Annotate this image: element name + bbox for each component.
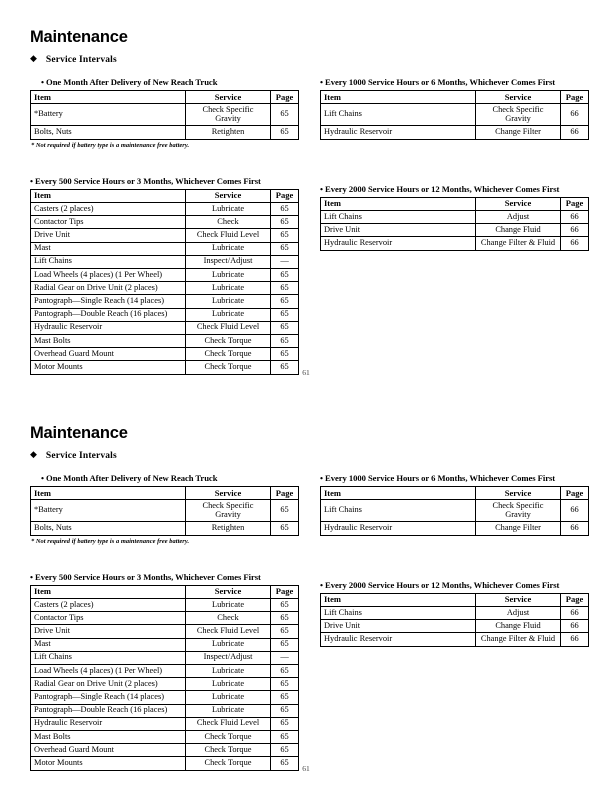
table-row [31, 282, 299, 295]
table-row [31, 104, 299, 126]
cell-page: 65 [271, 308, 299, 321]
table-row [321, 500, 589, 522]
cell-item: Load Wheels (4 places) (1 Per Wheel) [31, 665, 186, 678]
table-row [31, 335, 299, 348]
section-heading-service-intervals [30, 55, 586, 65]
right-column [320, 77, 586, 250]
table-title-every-1000: • Every 1000 Service Hours or 6 Months, Whichever Comes First [320, 473, 556, 484]
table-title-one-month: • One Month After Delivery of New Reach Truck [41, 77, 218, 88]
block-every-2000 [320, 184, 586, 251]
cell-item: *Battery [31, 104, 186, 126]
cell-service: Check Torque [186, 335, 271, 348]
table-title-every-1000: • Every 1000 Service Hours or 6 Months, Whichever Comes First [320, 77, 556, 88]
col-header-page: Page [561, 91, 589, 104]
diamond-bullet-icon: ◆ [30, 53, 37, 64]
cell-service: Retighten [186, 522, 271, 535]
col-header-item: Item [31, 91, 186, 104]
table-row [31, 216, 299, 229]
table-title-one-month: • One Month After Delivery of New Reach Truck [41, 473, 218, 484]
cell-page: 65 [271, 216, 299, 229]
cell-service: Lubricate [186, 242, 271, 255]
cell-service: Check Torque [186, 757, 271, 770]
cell-item: Mast Bolts [31, 731, 186, 744]
table-row [31, 295, 299, 308]
table-every-2000 [320, 593, 589, 647]
col-header-item: Item [321, 197, 476, 210]
cell-service: Lubricate [186, 665, 271, 678]
cell-page: 65 [271, 598, 299, 611]
cell-item: Bolts, Nuts [31, 522, 186, 535]
cell-item: Pantograph—Double Reach (16 places) [31, 704, 186, 717]
cell-page: 65 [271, 500, 299, 522]
col-header-page: Page [271, 487, 299, 500]
block-every-1000 [320, 77, 586, 140]
cell-service: Lubricate [186, 704, 271, 717]
cell-service: Lubricate [186, 282, 271, 295]
table-one-month [30, 486, 299, 536]
col-header-item: Item [31, 487, 186, 500]
table-every-500 [30, 189, 299, 375]
block-every-1000 [320, 473, 586, 536]
cell-page: 65 [271, 282, 299, 295]
col-header-item: Item [31, 585, 186, 598]
table-header-row [321, 593, 589, 606]
cell-service: Check Specific Gravity [476, 500, 561, 522]
table-title-every-2000: • Every 2000 Service Hours or 12 Months, Whichever Comes First [320, 183, 560, 194]
left-column [30, 473, 298, 770]
cell-service: Check Fluid Level [186, 321, 271, 334]
col-header-service: Service [476, 487, 561, 500]
col-header-page: Page [271, 91, 299, 104]
cell-service: Check Fluid Level [186, 625, 271, 638]
table-row [31, 500, 299, 522]
table-row [31, 638, 299, 651]
cell-service: Check Fluid Level [186, 717, 271, 730]
cell-service: Change Filter [476, 522, 561, 535]
page-content-bottom [30, 424, 586, 768]
cell-item: Drive Unit [31, 625, 186, 638]
col-header-item: Item [321, 487, 476, 500]
cell-page: 65 [271, 612, 299, 625]
cell-item: Pantograph—Single Reach (14 places) [31, 295, 186, 308]
cell-service: Change Fluid [476, 620, 561, 633]
cell-service: Adjust [476, 606, 561, 619]
block-every-500 [30, 572, 298, 771]
table-row [321, 210, 589, 223]
cell-item: Hydraulic Reservoir [321, 237, 476, 250]
table-row [321, 224, 589, 237]
cell-page: 66 [561, 620, 589, 633]
cell-page: 65 [271, 638, 299, 651]
page-title: Maintenance [30, 424, 128, 442]
table-row [31, 348, 299, 361]
cell-service: Check Torque [186, 731, 271, 744]
cell-page: 66 [561, 237, 589, 250]
table-every-1000 [320, 486, 589, 536]
col-header-service: Service [476, 91, 561, 104]
column-spacer [30, 149, 298, 176]
cell-item: Lift Chains [321, 104, 476, 126]
cell-page: 65 [271, 731, 299, 744]
cell-service: Check Specific Gravity [186, 104, 271, 126]
cell-service: Lubricate [186, 269, 271, 282]
table-row [31, 717, 299, 730]
table-row [321, 620, 589, 633]
cell-service: Retighten [186, 126, 271, 139]
cell-item: Mast [31, 638, 186, 651]
cell-page: 66 [561, 633, 589, 646]
col-header-page: Page [271, 585, 299, 598]
table-row [31, 598, 299, 611]
cell-service: Lubricate [186, 691, 271, 704]
cell-item: Load Wheels (4 places) (1 Per Wheel) [31, 269, 186, 282]
cell-item: Lift Chains [321, 500, 476, 522]
block-one-month [30, 77, 298, 149]
cell-item: Lift Chains [31, 651, 186, 664]
table-row [31, 678, 299, 691]
cell-page: 65 [271, 361, 299, 374]
table-header-row [321, 487, 589, 500]
cell-service: Lubricate [186, 638, 271, 651]
cell-item: Radial Gear on Drive Unit (2 places) [31, 282, 186, 295]
cell-service: Inspect/Adjust [186, 255, 271, 268]
table-row [321, 606, 589, 619]
cell-page: 65 [271, 625, 299, 638]
cell-page: 65 [271, 704, 299, 717]
table-row [31, 522, 299, 535]
cell-page: 66 [561, 210, 589, 223]
cell-page: — [271, 255, 299, 268]
cell-item: Motor Mounts [31, 361, 186, 374]
cell-page: 66 [561, 606, 589, 619]
cell-page: 65 [271, 229, 299, 242]
table-row [31, 202, 299, 215]
page-title: Maintenance [30, 28, 128, 46]
table-title-every-500: • Every 500 Service Hours or 3 Months, Whichever Comes First [30, 571, 261, 582]
table-row [31, 255, 299, 268]
col-header-page: Page [561, 487, 589, 500]
cell-page: 65 [271, 295, 299, 308]
table-row [31, 651, 299, 664]
cell-item: Hydraulic Reservoir [31, 321, 186, 334]
cell-service: Check Specific Gravity [186, 500, 271, 522]
cell-item: Radial Gear on Drive Unit (2 places) [31, 678, 186, 691]
table-header-row [31, 487, 299, 500]
cell-item: Mast Bolts [31, 335, 186, 348]
table-header-row [321, 197, 589, 210]
cell-item: Drive Unit [321, 620, 476, 633]
page-half-bottom [0, 396, 612, 792]
cell-item: Hydraulic Reservoir [321, 126, 476, 139]
table-row [31, 269, 299, 282]
table-row [31, 625, 299, 638]
table-every-1000 [320, 90, 589, 140]
cell-item: Pantograph—Single Reach (14 places) [31, 691, 186, 704]
block-every-500 [30, 176, 298, 375]
cell-item: Hydraulic Reservoir [321, 522, 476, 535]
col-header-service: Service [476, 197, 561, 210]
cell-page: 66 [561, 104, 589, 126]
cell-item: Mast [31, 242, 186, 255]
cell-item: Drive Unit [321, 224, 476, 237]
section-heading-label: Service Intervals [45, 451, 117, 462]
page-number-bottom: 61 [302, 764, 310, 773]
cell-page: 66 [561, 522, 589, 535]
cell-page: 65 [271, 335, 299, 348]
table-header-row [31, 189, 299, 202]
cell-item: Lift Chains [321, 210, 476, 223]
cell-page: 65 [271, 348, 299, 361]
cell-item: Pantograph—Double Reach (16 places) [31, 308, 186, 321]
table-title-every-2000: • Every 2000 Service Hours or 12 Months, Whichever Comes First [320, 579, 560, 590]
cell-service: Check [186, 216, 271, 229]
column-spacer [320, 536, 586, 580]
table-row [31, 126, 299, 139]
col-header-item: Item [321, 91, 476, 104]
col-header-page: Page [561, 593, 589, 606]
cell-item: Casters (2 places) [31, 202, 186, 215]
table-header-row [321, 91, 589, 104]
page-content-top [30, 28, 586, 372]
cell-page: — [271, 651, 299, 664]
block-one-month [30, 473, 298, 545]
cell-service: Check Torque [186, 744, 271, 757]
table-row [321, 104, 589, 126]
table-row [321, 522, 589, 535]
table-title-every-500: • Every 500 Service Hours or 3 Months, Whichever Comes First [30, 175, 261, 186]
col-header-item: Item [31, 189, 186, 202]
table-row [31, 308, 299, 321]
cell-item: Lift Chains [321, 606, 476, 619]
block-every-2000 [320, 580, 586, 647]
cell-page: 66 [561, 500, 589, 522]
cell-page: 65 [271, 269, 299, 282]
table-row [31, 691, 299, 704]
cell-service: Change Filter & Fluid [476, 633, 561, 646]
table-one-month [30, 90, 299, 140]
col-header-service: Service [186, 585, 271, 598]
cell-page: 65 [271, 717, 299, 730]
table-header-row [31, 91, 299, 104]
cell-service: Check [186, 612, 271, 625]
table-row [31, 731, 299, 744]
cell-page: 66 [561, 224, 589, 237]
table-row [31, 242, 299, 255]
cell-service: Check Fluid Level [186, 229, 271, 242]
col-header-service: Service [186, 487, 271, 500]
cell-page: 66 [561, 126, 589, 139]
table-row [31, 665, 299, 678]
cell-page: 65 [271, 104, 299, 126]
diamond-bullet-icon: ◆ [30, 449, 37, 460]
right-column [320, 473, 586, 646]
cell-page: 65 [271, 665, 299, 678]
cell-item: Drive Unit [31, 229, 186, 242]
cell-service: Lubricate [186, 308, 271, 321]
cell-page: 65 [271, 321, 299, 334]
table-row [31, 704, 299, 717]
cell-page: 65 [271, 126, 299, 139]
cell-service: Check Specific Gravity [476, 104, 561, 126]
table-row [31, 612, 299, 625]
section-heading-label: Service Intervals [45, 55, 117, 66]
cell-service: Lubricate [186, 295, 271, 308]
cell-page: 65 [271, 202, 299, 215]
cell-page: 65 [271, 744, 299, 757]
cell-page: 65 [271, 691, 299, 704]
section-heading-service-intervals [30, 451, 586, 461]
cell-service: Adjust [476, 210, 561, 223]
col-header-page: Page [271, 189, 299, 202]
cell-page: 65 [271, 522, 299, 535]
cell-service: Change Filter [476, 126, 561, 139]
cell-item: Bolts, Nuts [31, 126, 186, 139]
cell-item: Motor Mounts [31, 757, 186, 770]
cell-service: Check Torque [186, 361, 271, 374]
cell-item: Casters (2 places) [31, 598, 186, 611]
cell-service: Lubricate [186, 678, 271, 691]
cell-service: Change Fluid [476, 224, 561, 237]
col-header-page: Page [561, 197, 589, 210]
cell-item: Overhead Guard Mount [31, 348, 186, 361]
col-header-service: Service [186, 189, 271, 202]
cell-service: Inspect/Adjust [186, 651, 271, 664]
cell-item: Contactor Tips [31, 612, 186, 625]
table-every-2000 [320, 197, 589, 251]
cell-page: 65 [271, 678, 299, 691]
column-spacer [320, 140, 586, 184]
cell-page: 65 [271, 242, 299, 255]
cell-item: *Battery [31, 500, 186, 522]
table-row [321, 633, 589, 646]
cell-service: Lubricate [186, 202, 271, 215]
cell-item: Contactor Tips [31, 216, 186, 229]
table-row [321, 126, 589, 139]
table-row [31, 321, 299, 334]
table-header-row [31, 585, 299, 598]
column-spacer [30, 545, 298, 572]
cell-item: Lift Chains [31, 255, 186, 268]
col-header-item: Item [321, 593, 476, 606]
cell-service: Lubricate [186, 598, 271, 611]
table-every-500 [30, 585, 299, 771]
cell-service: Change Filter & Fluid [476, 237, 561, 250]
left-column [30, 77, 298, 374]
col-header-service: Service [186, 91, 271, 104]
table-row [31, 744, 299, 757]
cell-page: 65 [271, 757, 299, 770]
cell-item: Overhead Guard Mount [31, 744, 186, 757]
col-header-service: Service [476, 593, 561, 606]
battery-footnote: * Not required if battery type is a maintenance free battery. [31, 537, 190, 545]
table-row [31, 229, 299, 242]
cell-item: Hydraulic Reservoir [321, 633, 476, 646]
page-number-top: 61 [302, 368, 310, 377]
battery-footnote: * Not required if battery type is a maintenance free battery. [31, 141, 190, 149]
cell-service: Check Torque [186, 348, 271, 361]
table-row [321, 237, 589, 250]
cell-item: Hydraulic Reservoir [31, 717, 186, 730]
